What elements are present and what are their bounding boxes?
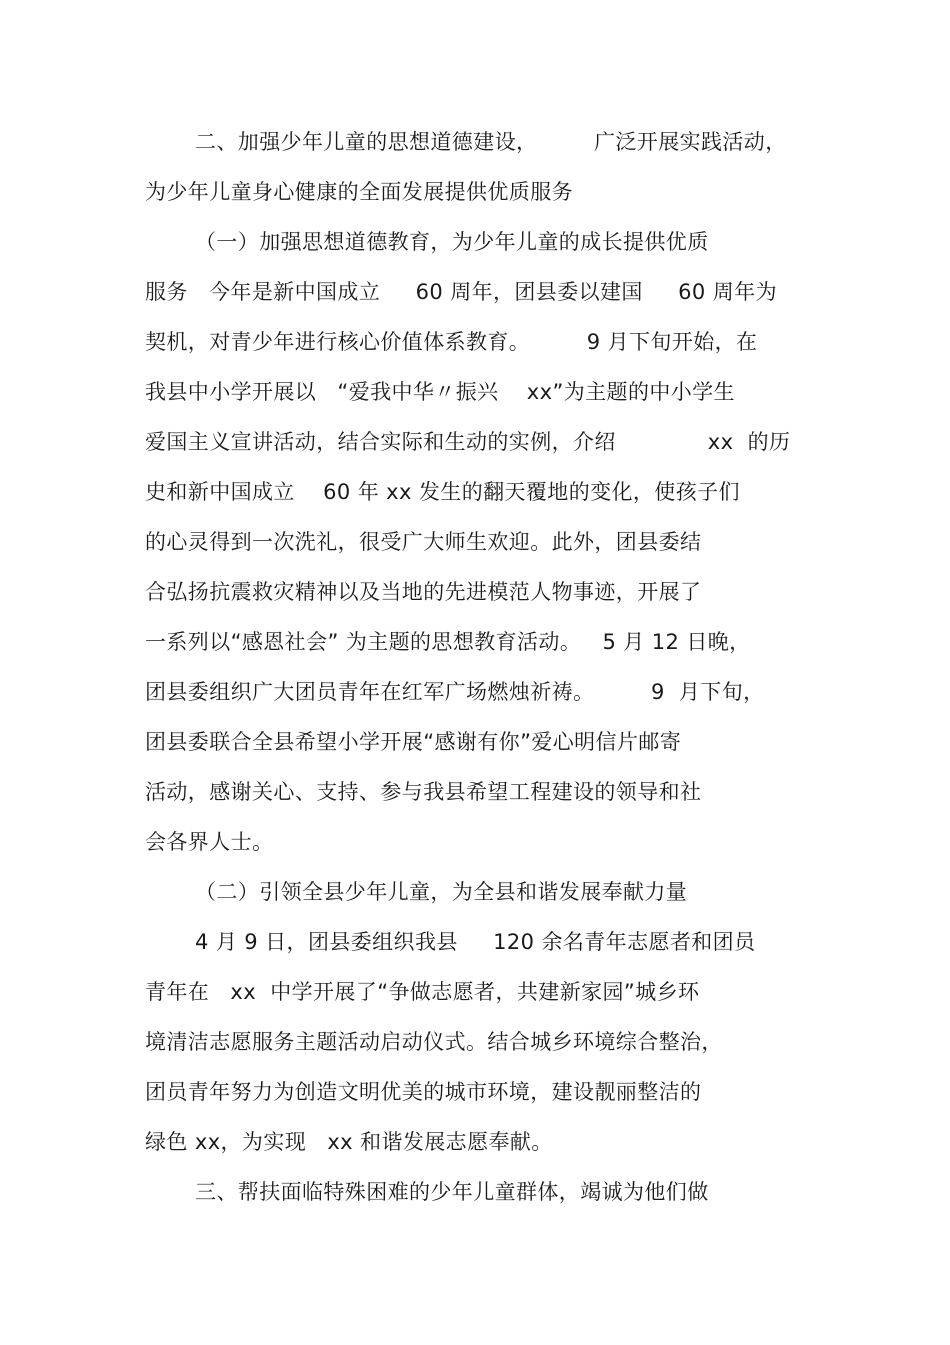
paragraph-line: 史和新中国成立 60 年 xx 发生的翻天覆地的变化，使孩子们 (145, 480, 740, 504)
section-3-heading: 三、帮扶面临特殊困难的少年儿童群体，竭诚为他们做 (195, 1180, 709, 1204)
paragraph-line: 4 月 9 日，团县委组织我县 120 余名青年志愿者和团员 (195, 930, 756, 954)
paragraph-line: 爱国主义宣讲活动，结合实际和生动的实例，介绍 xx 的历 (145, 430, 791, 454)
section-2-heading-line-2: 为少年儿童身心健康的全面发展提供优质服务 (145, 180, 573, 204)
paragraph-line: 我县中小学开展以 “爱我中华〃振兴 xx”为主题的中小学生 (145, 380, 735, 404)
paragraph-line: 团县委组织广大团员青年在红军广场燃烛祈祷。 9 月下旬， (145, 680, 765, 704)
paragraph-line: 团县委联合全县希望小学开展“感谢有你”爱心明信片邮寄 (145, 730, 682, 754)
paragraph-line: 会各界人士。 (145, 830, 274, 854)
paragraph-line: 一系列以“感恩社会” 为主题的思想教育活动。 5 月 12 日晚， (145, 630, 751, 654)
paragraph-line: 活动，感谢关心、支持、参与我县希望工程建设的领导和社 (145, 780, 702, 804)
paragraph-line: 青年在 xx 中学开展了“争做志愿者，共建新家园”城乡环 (145, 980, 700, 1004)
paragraph-line: 绿色 xx，为实现 xx 和谐发展志愿奉献。 (145, 1130, 553, 1154)
paragraph-line: 服务 今年是新中国成立 60 周年，团县委以建国 60 周年为 (145, 280, 777, 304)
paragraph-line: 合弘扬抗震救灾精神以及当地的先进模范人物事迹，开展了 (145, 580, 702, 604)
paragraph-line: 团员青年努力为创造文明优美的城市环境，建设靓丽整洁的 (145, 1080, 702, 1104)
subsection-1-heading: （一）加强思想道德教育，为少年儿童的成长提供优质 (195, 230, 709, 254)
section-2-heading-line-1: 二、加强少年儿童的思想道德建设， 广泛开展实践活动， (195, 130, 787, 154)
paragraph-line: 境清洁志愿服务主题活动启动仪式。结合城乡环境综合整治， (145, 1030, 723, 1054)
subsection-2-heading: （二）引领全县少年儿童，为全县和谐发展奉献力量 (195, 880, 688, 904)
paragraph-line: 契机，对青少年进行核心价值体系教育。 9 月下旬开始，在 (145, 330, 758, 354)
paragraph-line: 的心灵得到一次洗礼，很受广大师生欢迎。此外，团县委结 (145, 530, 702, 554)
